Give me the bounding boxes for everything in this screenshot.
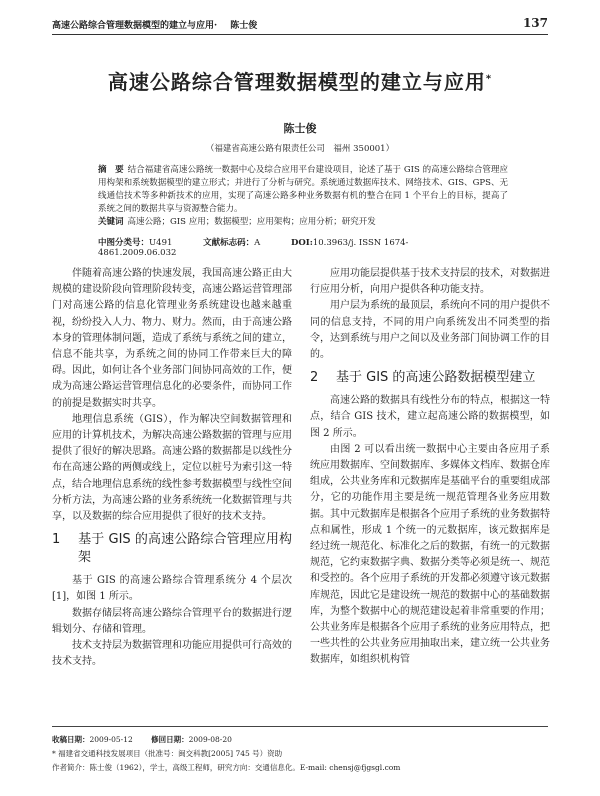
- footnotes: [52, 726, 548, 775]
- document-code: 文献标志码：A: [203, 238, 261, 248]
- body-paragraph: 用户层为系统的最顶层，系统向不同的用户提供不同的信息支持，不同的用户向系统发出不同类型的指令，达到系统与用户之间以及业务部门间协调工作的目的。: [310, 300, 550, 361]
- page-number: 137: [522, 16, 548, 30]
- title-footnote-mark: *: [485, 73, 493, 85]
- body-paragraph: 应用功能层提供基于技术支持层的技术，对数据进行应用分析，向用户提供各种功能支持。: [310, 268, 550, 296]
- left-column: [52, 266, 292, 670]
- body-paragraph: 数据存储层将高速公路综合管理平台的数据进行逻辑划分、存储和管理。: [52, 607, 292, 635]
- body-paragraph: 由图 2 可以看出统一数据中心主要由各应用子系统应用数据库、空间数据库、多媒体文档库、数据仓库组成，公共业务库和元数据库是基础平台的重要组成部分，它的功能作用主要是统一规范管理各业务应用数据。其中元数据库是根据各个应用子系统的业务数据特点和属性，形成 1 个统一的元数据库，该元数据库是经过统一规范化、标准化之后的数据，有统一的元数据规范，它约束数据字典、数据分类等必须是统一、规范和受控的。各个应用子系统的开发都必须遵守该元数据库规范，因此它是建设统一规范的数据中心的基础数据库，为整个数据中心的规范建设起着非常重要的作用；公共业务库是根据各个应用子系统的业务应用特点，把一些共性的公共业务应用抽取出来，建立统一公共业务数据库，如组织机构管: [310, 443, 550, 666]
- body-paragraph: 地理信息系统（GIS），作为解决空间数据管理和应用的计算机技术，为解决高速公路数据的管理与应用提供了很好的解决思路。高速公路的数据都是以线性分布在高速公路的两侧或线上，定位以桩号为索引这一特点，结合地理信息系统的线性参考数据模型与线性空间分析方法，为高速公路的业务系统统一化数据管理与共享，以及数据的综合应用提供了很好的技术支持。: [52, 413, 292, 523]
- section-heading-1: 1 基于 GIS 的高速公路综合管理应用构架: [52, 532, 292, 566]
- abstract-text: 结合福建省高速公路统一数据中心及综合应用平台建设项目，论述了基于 GIS 的高速公路综合管理应用构架和系统数据模型的建立形式；并进行了分析与研究。系统通过数据库技术、网络技术、GIS、GPS、无线通信技术等多种新技术的应用，实现了高速公路多种业务数据有机的整合在同 1 个平台上的目标，提高了系统之间的数据共享与资源整合能力。: [98, 165, 508, 214]
- body-paragraph: 基于 GIS 的高速公路综合管理系统分 4 个层次[1]，如图 1 所示。: [52, 575, 292, 603]
- section-heading-2: 2 基于 GIS 的高速公路数据模型建立: [310, 370, 536, 386]
- right-column: [310, 266, 550, 669]
- body-paragraph: 技术支持层为数据管理和功能应用提供可行高效的技术支持。: [52, 640, 292, 668]
- running-title: 高速公路综合管理数据模型的建立与应用· 陈士俊: [52, 21, 258, 31]
- body-paragraph: 高速公路的数据具有线性分布的特点，根据这一特点，结合 GIS 技术，建立起高速公路的数据模型，如图 2 所示。: [310, 395, 550, 439]
- doi: DOI:10.3963/j. ISSN 1674-4861.2009.06.032: [98, 238, 409, 258]
- abstract: [98, 164, 508, 229]
- article-title: 高速公路综合管理数据模型的建立与应用*: [107, 70, 493, 94]
- keywords-text: 高速公路；GIS 应用；数据模型；应用架构；应用分析；研究开发: [127, 217, 376, 227]
- received-dates: 收稿日期：2009-05-12 修回日期：2009-08-20: [52, 735, 232, 744]
- author-affiliation: （福建省高速公路有限责任公司 福州 350001）: [205, 144, 395, 154]
- author-name: 陈士俊: [283, 122, 317, 135]
- abstract-label: 摘 要: [98, 165, 124, 175]
- funding-note: * 福建省交通科技发展项目（批准号：闽交科教[2005] 745 号）资助: [52, 749, 283, 758]
- classification-row: [98, 236, 508, 258]
- clc-code: 中图分类号：U491: [98, 238, 173, 248]
- keywords-label: 关键词: [98, 217, 124, 227]
- body-paragraph: 伴随着高速公路的快速发展，我国高速公路正由大规模的建设阶段向管理阶段转变，高速公路运营管理部门对高速公路的信息化管理业务系统建设也越来越重视，纷纷投入人力、物力、财力。然而，由于高速公路本身的管理体制问题，造成了系统与系统之间的建立，信息不能共享，为系统之间的协同工作带来巨大的障碍。因此，如何让各个业务部门间协同高效的工作，便成为高速公路运营管理信息化的必要条件，而协同工作的前提是数据实时共享。: [52, 268, 292, 409]
- author-bio: 作者简介：陈士俊（1962），学士，高级工程师，研究方向：交通信息化。E-mail: chensj@fjgsgl.com: [52, 763, 401, 772]
- running-author: 陈士俊: [230, 21, 258, 31]
- running-header: [52, 12, 548, 35]
